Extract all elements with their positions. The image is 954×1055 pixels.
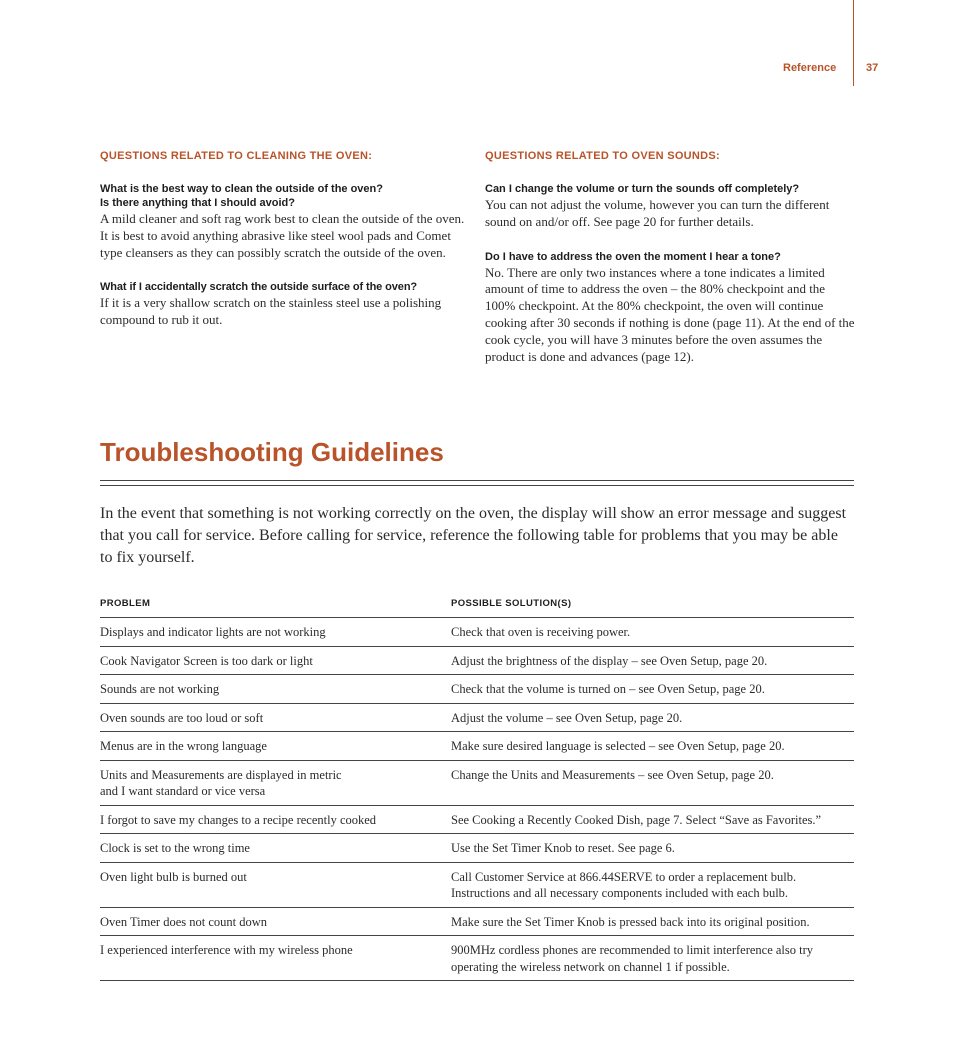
table-row — [100, 760, 854, 805]
problem-cell: Oven Timer does not count down — [100, 907, 451, 936]
solution-cell: See Cooking a Recently Cooked Dish, page 7. Select “Save as Favorites.” — [451, 805, 854, 834]
solution-cell: Call Customer Service at 866.44SERVE to order a replacement bulb. Instructions and all necessary components included with each bulb. — [451, 862, 854, 907]
solution-cell: Adjust the volume – see Oven Setup, page 20. — [451, 703, 854, 732]
solution-cell: Make sure the Set Timer Knob is pressed back into its original position. — [451, 907, 854, 936]
solution-cell: Make sure desired language is selected – see Oven Setup, page 20. — [451, 732, 854, 761]
troubleshooting-table — [100, 594, 854, 981]
solution-cell: Use the Set Timer Knob to reset. See page 6. — [451, 834, 854, 863]
cleaning-heading: QUESTIONS RELATED TO CLEANING THE OVEN: — [100, 150, 373, 162]
title-rule — [100, 485, 854, 486]
faq-answer: You can not adjust the volume, however you can turn the different sound on and/or off. See page 20 for further details. — [485, 197, 830, 229]
intro-paragraph: In the event that something is not working correctly on the oven, the display will show an error message and suggest that you call for service. Before calling for service, reference the following table for problems that you may be able to fix yourself. — [100, 505, 847, 566]
table-row — [100, 732, 854, 761]
problem-cell: I forgot to save my changes to a recipe recently cooked — [100, 805, 451, 834]
table-row — [100, 834, 854, 863]
faq-question: What is the best way to clean the outside of the oven? Is there anything that I should avoid? — [100, 183, 383, 209]
column-header-problem: PROBLEM — [100, 594, 451, 618]
problem-cell: Oven sounds are too loud or soft — [100, 703, 451, 732]
solution-cell: 900MHz cordless phones are recommended to limit interference also try operating the wireless network on channel 1 if possible. — [451, 936, 854, 981]
problem-cell: Oven light bulb is burned out — [100, 862, 451, 907]
sounds-heading: QUESTIONS RELATED TO OVEN SOUNDS: — [485, 150, 721, 162]
problem-cell: I experienced interference with my wireless phone — [100, 936, 451, 981]
cleaning-faq — [100, 149, 470, 348]
sounds-faq — [485, 149, 855, 384]
solution-cell: Adjust the brightness of the display – see Oven Setup, page 20. — [451, 646, 854, 675]
table-row — [100, 618, 854, 647]
problem-cell: Units and Measurements are displayed in metric and I want standard or vice versa — [100, 760, 451, 805]
table-row — [100, 907, 854, 936]
problem-cell: Clock is set to the wrong time — [100, 834, 451, 863]
header-section-label: Reference — [783, 62, 837, 74]
header-divider — [853, 0, 854, 86]
title-rule — [100, 480, 854, 481]
page-title: Troubleshooting Guidelines — [100, 437, 444, 467]
table-row — [100, 862, 854, 907]
page-number: 37 — [866, 62, 879, 74]
table-row — [100, 646, 854, 675]
solution-cell: Check that oven is receiving power. — [451, 618, 854, 647]
table-row — [100, 675, 854, 704]
faq-answer: If it is a very shallow scratch on the stainless steel use a polishing compound to rub it out. — [100, 295, 442, 328]
table-row — [100, 805, 854, 834]
problem-cell: Cook Navigator Screen is too dark or light — [100, 646, 451, 675]
table-row — [100, 703, 854, 732]
column-header-solution: POSSIBLE SOLUTION(S) — [451, 594, 854, 618]
faq-answer: No. There are only two instances where a tone indicates a limited amount of time to address the oven – the 80% checkpoint and the 100% checkpoint. At the 80% checkpoint, the oven will continue cooking after 30 seconds if nothing is done (page 11). At the end of the cook cycle, you will have 3 minutes before the oven assumes the product is done and advances (page 12). — [485, 264, 855, 364]
problem-cell: Displays and indicator lights are not working — [100, 618, 451, 647]
solution-cell: Check that the volume is turned on – see Oven Setup, page 20. — [451, 675, 854, 704]
problem-cell: Sounds are not working — [100, 675, 451, 704]
faq-question: What if I accidentally scratch the outside surface of the oven? — [100, 281, 418, 294]
problem-cell: Menus are in the wrong language — [100, 732, 451, 761]
table-row — [100, 936, 854, 981]
faq-question: Can I change the volume or turn the sounds off completely? — [485, 183, 800, 195]
table-header-row — [100, 594, 854, 618]
solution-cell: Change the Units and Measurements – see Oven Setup, page 20. — [451, 760, 854, 805]
faq-answer: A mild cleaner and soft rag work best to clean the outside of the oven. It is best to avoid anything abrasive like steel wool pads and Comet type cleansers as they can possibly scratch the outside of the oven. — [100, 211, 465, 260]
faq-question: Do I have to address the oven the moment I hear a tone? — [485, 250, 781, 263]
